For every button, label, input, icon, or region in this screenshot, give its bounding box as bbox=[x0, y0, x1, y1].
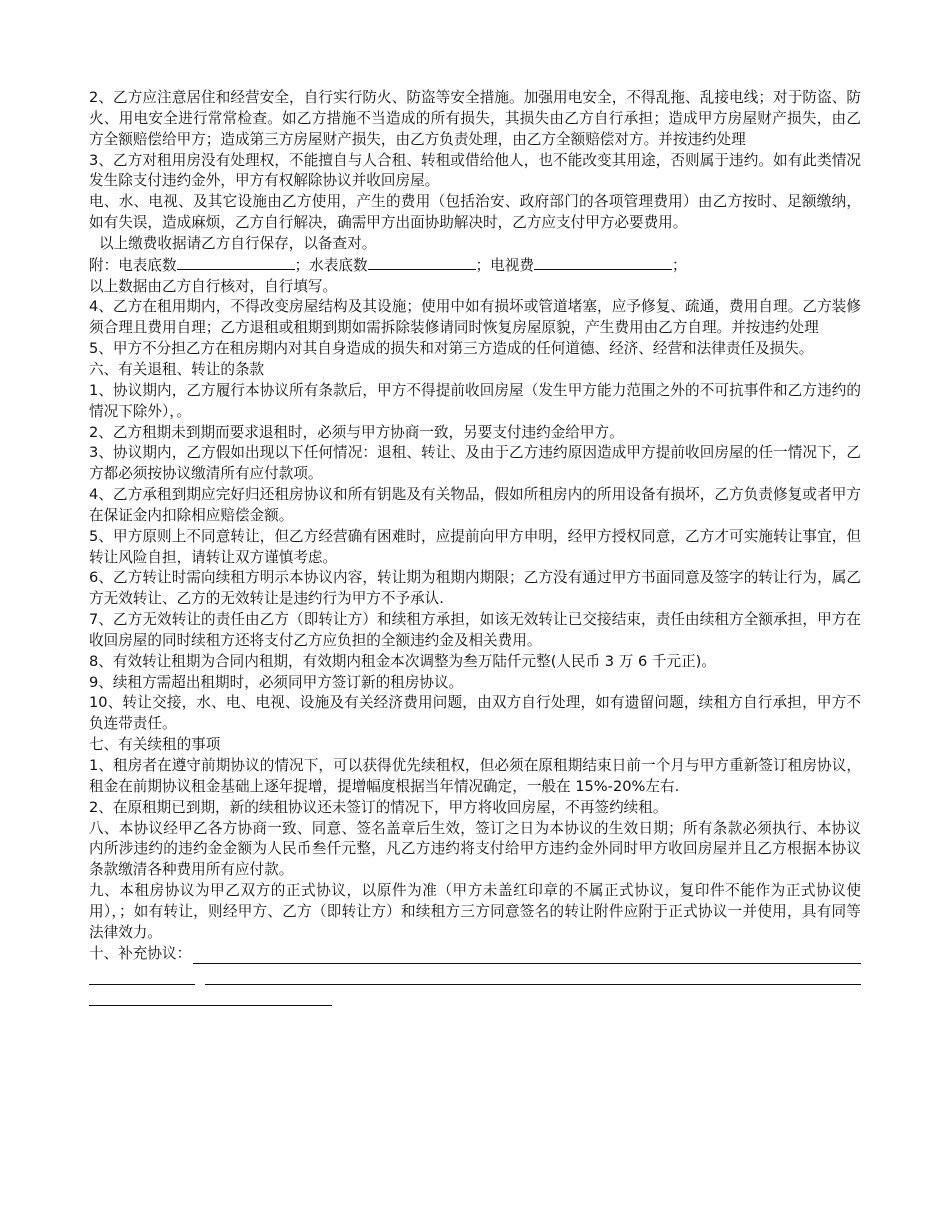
supplement-blank-1[interactable] bbox=[193, 948, 861, 964]
section-6-item-1: 1、协议期内，乙方履行本协议所有条款后，甲方不得提前收回房屋（发生甲方能力范围之外的不可抗事件和乙方违约的情况下除外），。 bbox=[89, 381, 861, 420]
section-6-item-7: 7、乙方无效转让的责任由乙方（即转让方）和续租方承担，如该无效转让已交接结束，责任由续租方全额承担，甲方在收回房屋的同时续租方还将支付乙方应负担的全额违约金及相关费用。 bbox=[89, 611, 861, 649]
clause-4-structure: 4、乙方在租用期内，不得改变房屋结构及其设施；使用中如有损坏或管道堵塞，应予修复、疏通，费用自理。乙方装修须合理且费用自理；乙方退租或租期到期如需拆除装修请同时恢复房屋原貌，产生费用由乙方自理。并按违约处理 bbox=[89, 298, 861, 337]
water-meter-label: ；水表底数 bbox=[294, 256, 368, 274]
water-meter-blank[interactable] bbox=[368, 255, 476, 270]
meter-line-end: ； bbox=[671, 256, 687, 274]
section-6-item-2: 2、乙方租期未到期而要求退租时，必须与甲方协商一致，另要支付违约金给甲方。 bbox=[89, 423, 624, 441]
tv-fee-label: ；电视费 bbox=[475, 256, 534, 274]
section-6-item-10: 10、转让交接，水、电、电视、设施及有关经济费用问题，由双方自行处理，如有遗留问题，续租方自行承担，甲方不负连带责任。 bbox=[89, 694, 861, 733]
section-6-item-9: 9、续租方需超出租期时，必须同甲方签订新的租房协议。 bbox=[89, 673, 464, 691]
supplement-blank-2b[interactable] bbox=[205, 969, 861, 985]
clause-5-liability: 5、甲方不分担乙方在租房期内对其自身造成的损失和对第三方造成的任何道德、经济、经营和法律责任及损失。 bbox=[89, 340, 814, 358]
electric-meter-blank[interactable] bbox=[177, 255, 295, 270]
section-6-heading: 六、有关退租、转让的条款 bbox=[89, 360, 265, 378]
section-6-item-4: 4、乙方承租到期应完好归还租房协议和所有钥匙及有关物品，假如所租房内的所用设备有损坏，乙方负责修复或者甲方在保证金内扣除相应赔偿金额。 bbox=[89, 486, 861, 524]
tv-fee-blank[interactable] bbox=[534, 255, 672, 270]
supplement-line bbox=[89, 944, 861, 965]
section-6-item-8: 8、有效转让租期为合同内租期，有效期内租金本次调整为叁万陆仟元整(人民币 3 万 6 千元正)。 bbox=[89, 652, 716, 670]
section-9-original-copy: 九、本租房协议为甲乙双方的正式协议，以原件为准（甲方未盖红印章的不属正式协议，复印件不能作为正式协议使用），；如有转让，则经甲方、乙方（即转让方）和续租方三方同意签名的转让附件应附于正式协议一并使用，具有同等法律效力。 bbox=[89, 882, 861, 941]
clause-2-safety: 2、乙方应注意居住和经营安全，自行实行防火、防盗等安全措施。加强用电安全，不得乱拖、乱接电线；对于防盗、防火、用电安全进行常常检查。如乙方措施不当造成的所有损失，其损失由乙方自行承担；造成甲方房屋财产损失，由乙方全额赔偿给甲方；造成第三方房屋财产损失，由乙方负责处理，由乙方全额赔偿对方。并按违约处理 bbox=[89, 89, 861, 148]
supplement-blank-3[interactable] bbox=[89, 990, 332, 1006]
supplement-line-2 bbox=[89, 964, 861, 985]
section-7-heading: 七、有关续租的事项 bbox=[89, 736, 221, 754]
contract-page bbox=[89, 88, 861, 1006]
meter-readings-line bbox=[89, 255, 861, 277]
electric-meter-label: 附：电表底数 bbox=[89, 256, 177, 274]
section-7-item-2: 2、在原租期已到期，新的续租协议还未签订的情况下，甲方将收回房屋，不再签约续租。 bbox=[89, 798, 668, 816]
utilities-clause: 电、水、电视、及其它设施由乙方使用，产生的费用（包括治安、政府部门的各项管理费用）由乙方按时、足额缴纳，如有失误，造成麻烦，乙方自行解决，确需甲方出面协助解决时，乙方应支付甲方必要费用。 bbox=[89, 193, 861, 232]
section-8-effectiveness: 八、本协议经甲乙各方协商一致、同意、签名盖章后生效，签订之日为本协议的生效日期；所有条款必须执行、本协议内所涉违约的违约金金额为人民币叁仟元整，凡乙方违约将支付给甲方违约金外同时甲方收回房屋并且乙方根据本协议条款缴清各种费用所有应付款。 bbox=[89, 819, 861, 879]
supplement-blank-2a[interactable] bbox=[89, 969, 195, 985]
self-check-note: 以上数据由乙方自行核对，自行填写。 bbox=[89, 277, 338, 295]
section-6-item-3: 3、协议期内，乙方假如出现以下任何情况：退租、转让、及由于乙方违约原因造成甲方提前收回房屋的任一情况下，乙方都必须按协议缴清所有应付款项。 bbox=[89, 444, 861, 483]
clause-3-no-sublet: 3、乙方对租用房没有处理权，不能擅自与人合租、转租或借给他人，也不能改变其用途，否则属于违约。如有此类情况发生除支付违约金外，甲方有权解除协议并收回房屋。 bbox=[89, 151, 861, 190]
supplement-line-3 bbox=[89, 985, 861, 1006]
section-7-item-1: 1、租房者在遵守前期协议的情况下，可以获得优先续租权，但必须在原租期结束日前一个月与甲方重新签订租房协议，租金在前期协议租金基础上逐年捉增，提增幅度根据当年情况确定，一般在 15%-20%左右. bbox=[89, 757, 861, 795]
section-6-item-6: 6、乙方转让时需向续租方明示本协议内容，转让期为租期内期限；乙方没有通过甲方书面同意及签字的转让行为，属乙方无效转让、乙方的无效转让是违约行为甲方不予承认. bbox=[89, 569, 861, 608]
supplement-label: 十、补充协议： bbox=[89, 944, 192, 962]
receipt-note: 以上缴费收据请乙方自行保存，以备查对。 bbox=[99, 234, 377, 252]
section-6-item-5: 5、甲方原则上不同意转让，但乙方经营确有困难时，应提前向甲方申明，经甲方授权同意，乙方才可实施转让事宜，但转让风险自担，请转让双方谨慎考虑。 bbox=[89, 527, 861, 566]
